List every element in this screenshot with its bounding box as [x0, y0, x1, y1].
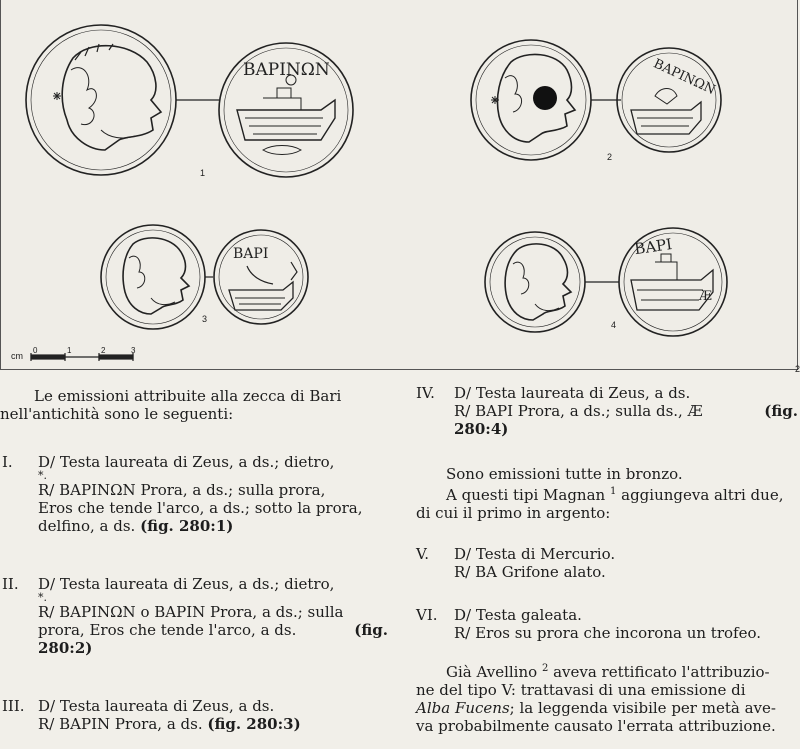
entry-IV-number: IV. [416, 384, 435, 402]
scale-tick-3: 3 [131, 346, 136, 355]
magnan-line-b: aggiungeva altri due, [616, 486, 784, 504]
magnan-line-2: di cui il primo in argento: [416, 504, 611, 522]
entry-I-figure-ref: (fig. 280:1) [140, 517, 234, 535]
entry-III-line-2: R/ ΒΑΡΙΝ Prora, a ds. [38, 715, 208, 733]
entry-IV-line-1: D/ Testa laureata di Zeus, a ds. [454, 384, 691, 402]
coin-1-reverse [219, 43, 353, 177]
entry-VI-line-1: D/ Testa galeata. [454, 606, 582, 624]
entry-I-symbol: *. [38, 469, 47, 482]
avellino-line-a: Già Avellino [446, 663, 538, 681]
scale-tick-1: 1 [67, 346, 72, 355]
entry-III-figure-ref: (fig. 280:3) [207, 715, 301, 733]
figure-number-2: 2 [607, 152, 613, 162]
paragraph-bronze [416, 465, 798, 522]
scale-unit-label: cm [11, 351, 23, 361]
coin-2-obverse [471, 40, 591, 160]
scale-tick-0: 0 [33, 346, 38, 355]
entry-VI-line-2: R/ Eros su prora che incorona un trofeo. [454, 624, 761, 642]
entry-V-number: V. [416, 545, 429, 563]
coin-drawings [1, 0, 797, 369]
coin-plate [0, 0, 798, 370]
coin-3-obverse [101, 225, 208, 329]
coin-3-reverse [214, 230, 308, 324]
entry-II-line-4: prora, Eros che tende l'arco, a ds. [38, 621, 297, 639]
entry-II-figure-ref-a: (fig. [354, 621, 388, 639]
coin-2-reverse [617, 48, 721, 152]
entry-II-line-1: D/ Testa laureata di Zeus, a ds.; dietro, [38, 575, 335, 593]
entry-IV-line-2: R/ ΒΑΡΙ Prora, a ds.; sulla ds., Æ [454, 402, 703, 420]
coin-4-reverse [619, 228, 727, 336]
scale-tick-2: 2 [101, 346, 106, 355]
entry-II-figure-ref-b: 280:2) [38, 639, 93, 657]
footnote-2: 2 [541, 663, 549, 674]
avellino-line-4: va probabilmente causato l'errata attribuzione. [416, 717, 776, 735]
intro-line-1: Le emissioni attribuite alla zecca di Bari [34, 387, 342, 405]
entry-IV-figure-ref-a: (fig. [764, 402, 798, 420]
entry-II-line-3: R/ ΒΑΡΙΝΩΝ o ΒΑΡΙΝ Prora, a ds.; sulla [38, 603, 344, 621]
entry-III-line-1: D/ Testa laureata di Zeus, a ds. [38, 697, 275, 715]
entry-V-line-2: R/ BA Grifone alato. [454, 563, 606, 581]
entry-IV-figure-ref-b: 280:4) [454, 420, 509, 438]
entry-III-number: III. [2, 697, 25, 715]
avellino-line-2: ne del tipo V: trattavasi di una emissione di [416, 681, 746, 699]
scale-bar [31, 353, 133, 361]
avellino-line-b: aveva rettificato l'attribuzio- [548, 663, 770, 681]
alba-fucens: Alba Fucens [416, 699, 510, 717]
coin-1-obverse [26, 25, 176, 175]
entry-V-line-1: D/ Testa di Mercurio. [454, 545, 616, 563]
footnote-1: 1 [609, 486, 617, 497]
svg-text:ΒΑΡΙ: ΒΑΡΙ [233, 246, 269, 262]
entry-VI-number: VI. [416, 606, 438, 624]
left-column [0, 387, 392, 423]
entry-II-number: II. [2, 575, 19, 593]
paragraph-avellino [416, 660, 798, 735]
figure-number-4: 4 [611, 320, 617, 330]
svg-text:ΒΑΡΙ: ΒΑΡΙ [633, 235, 674, 259]
entry-I-line-4: Eros che tende l'arco, a ds.; sotto la prora, [38, 499, 363, 517]
intro-line-2: nell'antichità sono le seguenti: [0, 405, 234, 423]
magnan-line-a: A questi tipi Magnan [446, 486, 606, 504]
avellino-line-3: ; la leggenda visibile per metà ave- [509, 699, 776, 717]
edge-mark: 2 [794, 364, 800, 374]
svg-text:ΒΑΡΙΝΩΝ: ΒΑΡΙΝΩΝ [650, 56, 718, 99]
entry-I-line-3: R/ ΒΑΡΙΝΩΝ Prora, a ds.; sulla prora, [38, 481, 326, 499]
svg-text:ΒΑΡΙΝΩΝ: ΒΑΡΙΝΩΝ [243, 60, 330, 80]
coin-4-obverse [485, 232, 585, 332]
bronze-sentence: Sono emissioni tutte in bronzo. [446, 465, 683, 483]
entry-I-number: I. [2, 453, 13, 471]
entry-I-line-1: D/ Testa laureata di Zeus, a ds.; dietro, [38, 453, 335, 471]
svg-text:Æ: Æ [699, 289, 713, 304]
figure-number-1: 1 [200, 168, 206, 178]
entry-II-symbol: *. [38, 591, 47, 604]
entry-I-line-5: delfino, a ds. [38, 517, 141, 535]
figure-number-3: 3 [202, 314, 208, 324]
